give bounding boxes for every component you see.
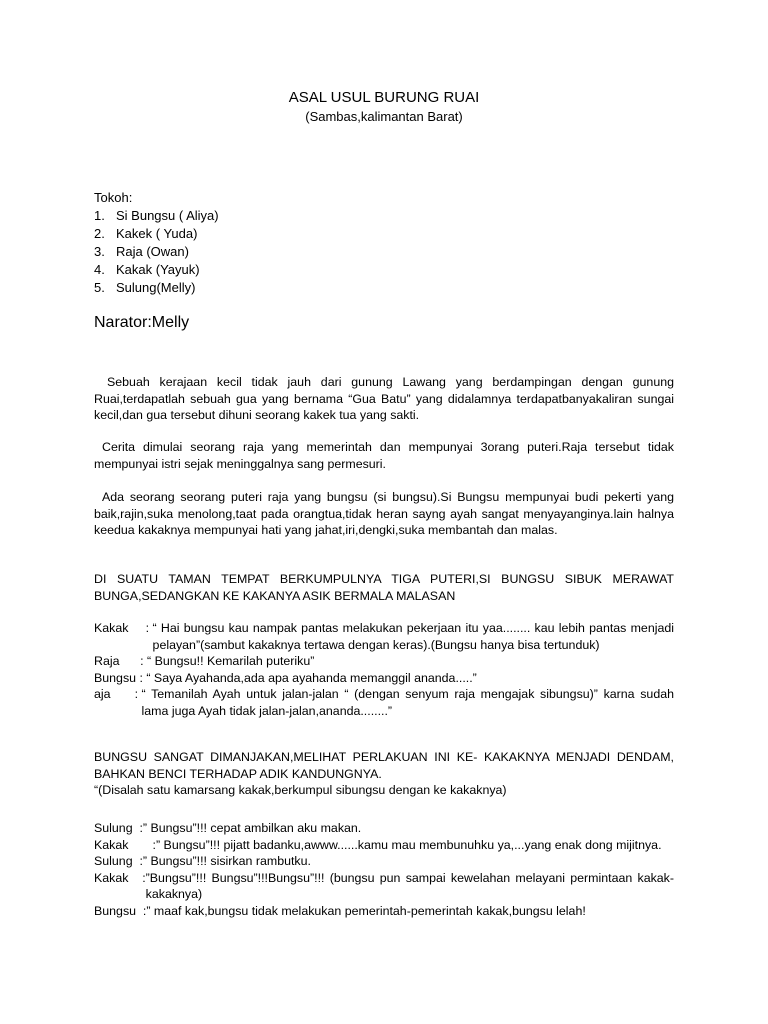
paragraph-text: Ada seorang seorang puteri raja yang bungsu (si bungsu).Si Bungsu mempunyai budi pekerti yang baik,rajin,suka menolong,taat pada orangtua,tidak heran sayng ayah sangat menyayanginya.lain halnya keedua kakaknya mempunyai hati yang jahat,iri,dengki,suka membantah dan malas. [94, 490, 674, 538]
dialog-line [94, 853, 674, 870]
paragraph-text: Sebuah kerajaan kecil tidak jauh dari gunung Lawang yang berdampingan dengan gunung Ruai,terdapatlah sebuah gua yang bernama “Gua Batu” yang didalamnya terdapatbanyakaliran sungai kecil,dan gua tersebut dihuni seorang kakek tua yang sakti. [94, 375, 674, 423]
dialog-speaker: Kakak : [94, 621, 153, 635]
list-item [94, 261, 674, 279]
document-title: ASAL USUL BURUNG RUAI [288, 89, 480, 106]
dialog-line [94, 670, 674, 687]
list-text: Raja (Owan) [116, 244, 189, 259]
list-item [94, 207, 674, 225]
intro-paragraph-2 [94, 439, 674, 472]
dialog-speaker: Bungsu : [94, 903, 147, 918]
dialog-text: ” Bungsu”!!! pijatt badanku,awww......kamu mau membunuhku ya,...yang enak dong mijitnya. [155, 837, 662, 852]
dialog-line [94, 870, 674, 903]
dialog-line [94, 820, 674, 837]
dialog-line [94, 837, 674, 854]
scene-2-heading: BUNGSU SANGAT DIMANJAKAN,MELIHAT PERLAKUAN INI KE- KAKAKNYA MENJADI DENDAM, BAHKAN BENCI TERHADAP ADIK KANDUNGNYA. [94, 750, 674, 781]
dialog-line [94, 903, 674, 920]
dialog-text: “ Bungsu!! Kemarilah puteriku” [147, 654, 315, 669]
dialog-text: ” Bungsu”!!! sisirkan rambutku. [142, 854, 311, 869]
dialog-text: ” maaf kak,bungsu tidak melakukan pemerintah-pemerintah kakak,bungsu lelah! [146, 903, 586, 918]
intro-paragraph-3 [94, 489, 674, 539]
list-text: Sulung(Melly) [116, 280, 196, 295]
character-list-section [94, 189, 674, 297]
dialog-speaker: Raja : [94, 654, 148, 669]
character-list-heading: Tokoh: [94, 190, 133, 205]
scene-1-dialog [94, 620, 674, 720]
paragraph-text: Cerita dimulai seorang raja yang memerintah dan mempunyai 3orang puteri.Raja tersebut tidak mempunyai istri sejak meninggalnya sang permesuri. [94, 440, 674, 471]
dialog-text: “ Hai bungsu kau nampak pantas melakukan pekerjaan itu yaa........ kau lebih pantas menjadi pelayan”(sambut kakaknya tertawa dengan keras).(Bungsu hanya bisa tertunduk) [152, 621, 674, 652]
list-text: Kakek ( Yuda) [116, 226, 198, 241]
list-number: 5. [94, 280, 105, 295]
list-item [94, 279, 674, 297]
dialog-line [94, 620, 674, 653]
dialog-text: “ Saya Ayahanda,ada apa ayahanda memanggil ananda.....” [146, 670, 477, 685]
list-item [94, 225, 674, 243]
scene-2-dialog [94, 820, 674, 920]
dialog-text: “ Temanilah Ayah untuk jalan-jalan “ (dengan senyum raja mengajak sibungsu)” karna sudah lama juga Ayah tidak jalan-jalan,ananda........” [141, 687, 674, 718]
list-number: 2. [94, 226, 105, 241]
dialog-speaker: Sulung : [94, 821, 143, 835]
dialog-line [94, 686, 674, 719]
character-list [94, 207, 674, 297]
list-text: Si Bungsu ( Aliya) [116, 208, 219, 223]
scene-1-heading: DI SUATU TAMAN TEMPAT BERKUMPULNYA TIGA PUTERI,SI BUNGSU SIBUK MERAWAT BUNGA,SEDANGKAN KE KAKANYA ASIK BERMALA MALASAN [94, 572, 674, 603]
dialog-speaker: Kakak : [94, 870, 146, 885]
list-text: Kakak (Yayuk) [116, 262, 200, 277]
dialog-speaker: Kakak : [94, 837, 156, 852]
narrator-heading: Narator:Melly [94, 314, 190, 331]
dialog-speaker: aja : [94, 687, 142, 702]
list-item [94, 243, 674, 261]
list-number: 3. [94, 244, 105, 259]
document-subtitle: (Sambas,kalimantan Barat) [305, 109, 463, 124]
intro-paragraph-1 [94, 374, 674, 424]
dialog-speaker: Bungsu : [94, 670, 147, 685]
dialog-line [94, 653, 674, 670]
list-number: 4. [94, 262, 105, 277]
dialog-text: ”Bungsu”!!! Bungsu”!!!Bungsu”!!! (bungsu pun sampai kewelahan melayani permintaan kakak-kakaknya) [145, 870, 674, 902]
scene-2-note: “(Disalah satu kamarsang kakak,berkumpul sibungsu dengan ke kakaknya) [94, 783, 507, 797]
dialog-speaker: Sulung : [94, 854, 143, 869]
dialog-text: ” Bungsu”!!! cepat ambilkan aku makan. [142, 821, 362, 835]
list-number: 1. [94, 208, 105, 223]
